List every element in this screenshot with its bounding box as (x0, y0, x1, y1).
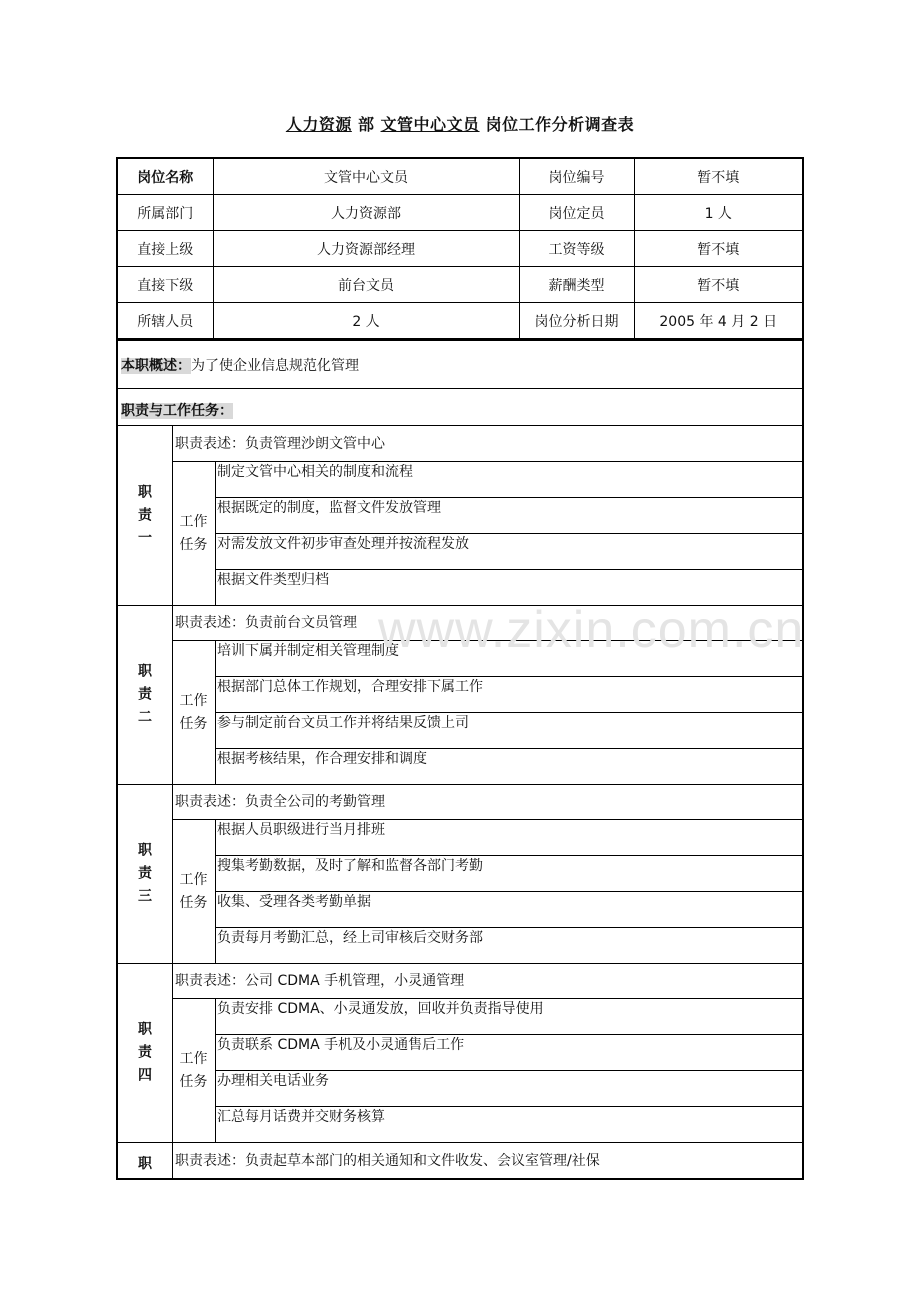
title-part1: 部 (357, 115, 375, 134)
info-label: 直接下级 (117, 267, 213, 303)
duty-label-char: 责 (138, 686, 152, 702)
task-item: 收集、受理各类考勤单据 (215, 892, 802, 928)
task-label-char: 工作 (179, 692, 208, 709)
task-item: 培训下属并制定相关管理制度 (215, 641, 802, 677)
info-value: 暂不填 (634, 267, 803, 303)
duty-label-char: 四 (138, 1067, 152, 1083)
info-row (117, 231, 803, 267)
info-value: 前台文员 (213, 267, 519, 303)
task-list (215, 641, 802, 784)
duty-description: 职责表述：负责全公司的考勤管理 (172, 784, 802, 820)
info-row (117, 158, 803, 195)
task-label-char: 工作 (179, 871, 208, 888)
task-label-char: 任务 (179, 1073, 208, 1090)
task-item: 对需发放文件初步审查处理并按流程发放 (215, 534, 802, 570)
duty-label-char: 三 (138, 888, 152, 904)
task-label-char: 工作 (179, 513, 208, 530)
duty-label-char: 责 (138, 507, 152, 523)
info-label: 薪酬类型 (519, 267, 634, 303)
responsibilities-header-label: 职责与工作任务： (121, 403, 233, 419)
info-value: 暂不填 (634, 158, 803, 195)
duty-label (118, 1143, 173, 1178)
duty-label-char: 责 (138, 865, 152, 881)
info-value: 文管中心文员 (213, 158, 519, 195)
info-label: 直接上级 (117, 231, 213, 267)
position-info-table (116, 157, 804, 340)
info-value: 人力资源部经理 (213, 231, 519, 267)
task-item: 汇总每月话费并交财务核算 (217, 1109, 385, 1125)
title-dept: 人力资源 (285, 115, 352, 134)
info-row (117, 267, 803, 303)
duty-description: 职责表述：负责管理沙朗文管中心 (172, 426, 802, 462)
info-label: 岗位编号 (519, 158, 634, 195)
duty-label-char: 一 (138, 530, 152, 546)
task-item: 根据文件类型归档 (217, 572, 329, 588)
duty-description: 职责表述：负责起草本部门的相关通知和文件收发、会议室管理/社保 (175, 1153, 600, 1169)
task-list (215, 462, 802, 605)
duty-label (118, 426, 173, 605)
responsibilities-header (116, 389, 804, 426)
duty-block (116, 605, 804, 785)
task-label (172, 462, 216, 605)
duty-label (118, 605, 173, 784)
task-label-char: 任务 (179, 536, 208, 553)
task-label-char: 工作 (179, 1050, 208, 1067)
task-item: 搜集考勤数据，及时了解和监督各部门考勤 (215, 856, 802, 892)
task-item: 参与制定前台文员工作并将结果反馈上司 (215, 713, 802, 749)
page-title (0, 112, 920, 135)
duty-label-char: 职 (138, 1021, 152, 1037)
info-value: 2005 年 4 月 2 日 (634, 303, 803, 340)
task-label (172, 641, 216, 784)
task-item: 根据既定的制度，监督文件发放管理 (215, 498, 802, 534)
duty-block (116, 963, 804, 1143)
duty-block (116, 426, 804, 606)
info-value: 1 人 (634, 195, 803, 231)
duty-block-partial (116, 1143, 804, 1180)
task-item: 负责每月考勤汇总，经上司审核后交财务部 (217, 930, 483, 946)
task-item: 办理相关电话业务 (215, 1071, 802, 1107)
task-item: 根据部门总体工作规划，合理安排下属工作 (215, 677, 802, 713)
duty-label-char: 职 (138, 484, 152, 500)
duty-label-char: 职 (138, 663, 152, 679)
task-item: 负责联系 CDMA 手机及小灵通售后工作 (215, 1035, 802, 1071)
duty-label-char: 责 (138, 1044, 152, 1060)
task-item: 根据人员职级进行当月排班 (215, 820, 802, 856)
job-summary (116, 339, 804, 389)
info-label: 工资等级 (519, 231, 634, 267)
duty-label-char: 职 (138, 842, 152, 858)
duty-label-char: 二 (138, 709, 152, 725)
info-row (117, 303, 803, 340)
duty-block (116, 784, 804, 964)
info-label: 岗位分析日期 (519, 303, 634, 340)
summary-text: 为了使企业信息规范化管理 (191, 358, 359, 374)
duty-label-char: 职 (138, 1156, 152, 1172)
info-value: 暂不填 (634, 231, 803, 267)
task-item: 根据考核结果，作合理安排和调度 (217, 751, 427, 767)
info-row (117, 195, 803, 231)
info-label: 岗位定员 (519, 195, 634, 231)
task-item: 制定文管中心相关的制度和流程 (215, 462, 802, 498)
info-label: 所属部门 (117, 195, 213, 231)
info-label: 岗位名称 (117, 158, 213, 195)
watermark: www.zixin.com.cn (378, 601, 805, 659)
task-label-char: 任务 (179, 715, 208, 732)
info-value: 2 人 (213, 303, 519, 340)
duty-label (118, 963, 173, 1142)
task-label (172, 820, 216, 963)
info-label: 所辖人员 (117, 303, 213, 340)
duty-description: 职责表述：公司 CDMA 手机管理，小灵通管理 (172, 963, 802, 999)
summary-label: 本职概述： (121, 358, 191, 374)
duty-description: 职责表述：负责前台文员管理 (172, 605, 802, 641)
title-part2: 岗位工作分析调查表 (485, 115, 635, 134)
task-list (215, 820, 802, 963)
task-label-char: 任务 (179, 894, 208, 911)
task-item: 负责安排 CDMA、小灵通发放，回收并负责指导使用 (215, 999, 802, 1035)
duty-label (118, 784, 173, 963)
info-value: 人力资源部 (213, 195, 519, 231)
task-label (172, 999, 216, 1142)
title-position: 文管中心文员 (380, 115, 480, 134)
task-list (215, 999, 802, 1142)
